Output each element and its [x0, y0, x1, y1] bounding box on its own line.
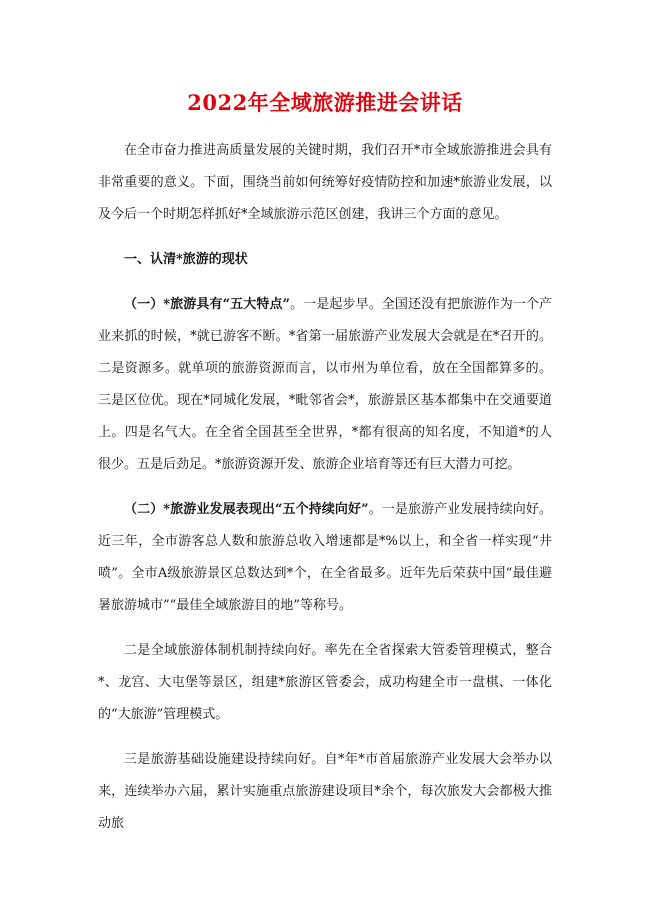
subsection-2-paragraph [98, 494, 552, 622]
section-heading: 一、认清*旅游的现状 [124, 252, 248, 267]
subsection-2-text: 。一是旅游产业发展持续向好。近三年，全市游客总人数和旅游总收入增速都是*%以上，和全省一样实现“井喷”。全市A级旅游景区总数达到*个，在全省最多。近年先后荣获中国“最佳避暑旅游城市”“最佳全域旅游目的地”等称号。 [98, 502, 552, 613]
intro-paragraph: 在全市奋力推进高质量发展的关键时期，我们召开*市全域旅游推进会具有非常重要的意义。下面，围绕当前如何统筹好疫情防控和加速*旅游业发展，以及今后一个时期怎样抓好*全域旅游示范区创建，我讲三个方面的意见。 [98, 143, 552, 222]
paragraph-two: 二是全域旅游体制机制持续向好。率先在全省探索大管委管理模式，整合*、龙宫、大屯堡等景区，组建*旅游区管委会，成功构建全市一盘棋、一体化的“大旅游”管理模式。 [98, 643, 552, 722]
subsection-1-lead: （一）*旅游具有“五大特点” [124, 297, 291, 312]
subsection-1-paragraph [98, 289, 552, 481]
paragraph-three: 三是旅游基础设施建设持续向好。自*年*市首届旅游产业发展大会举办以来，连续举办六届，累计实施重点旅游建设项目*余个，每次旅发大会都极大推动旅 [98, 752, 552, 831]
subsection-2-lead: （二）*旅游业发展表现出“五个持续向好” [124, 502, 369, 517]
document-title: 2022年全域旅游推进会讲话 [187, 90, 463, 115]
subsection-1-text: 。一是起步早。全国还没有把旅游作为一个产业来抓的时候，*就已游客不断。*省第一届旅游产业发展大会就是在*召开的。二是资源多。就单项的旅游资源而言，以市州为单位看，放在全国都算多的。三是区位优。现在*同城化发展，*毗邻省会*，旅游景区基本都集中在交通要道上。四是名气大。在全省全国甚至全世界，*都有很高的知名度，不知道*的人很少。五是后劲足。*旅游资源开发、旅游企业培育等还有巨大潜力可挖。 [98, 297, 552, 472]
document-body [98, 135, 552, 853]
